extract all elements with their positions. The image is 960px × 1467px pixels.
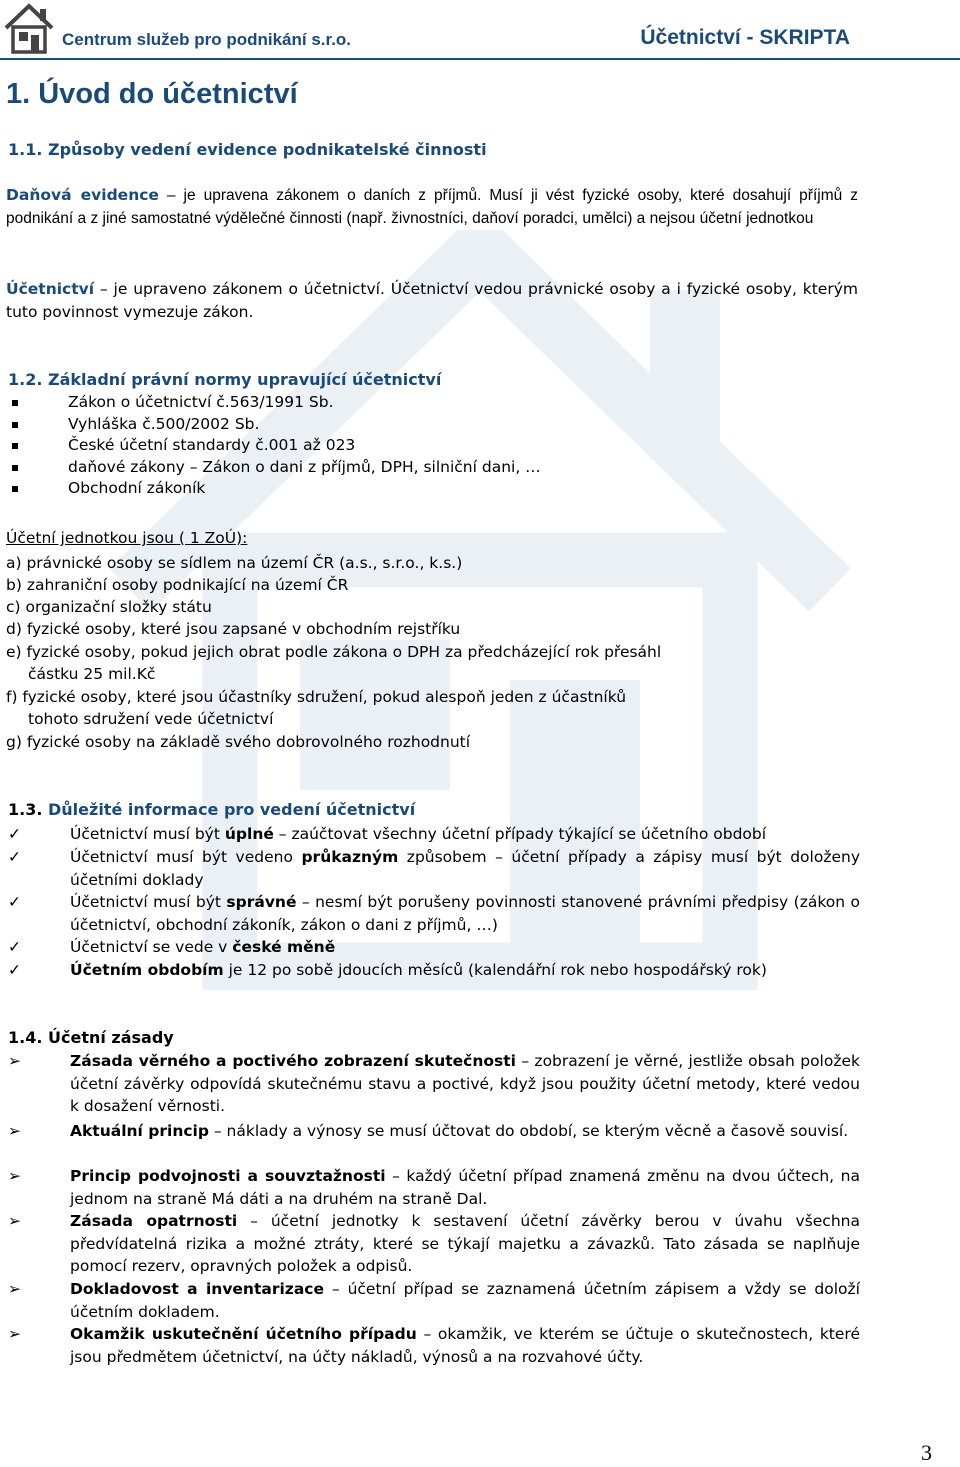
list-item: daňové zákony – Zákon o dani z příjmů, DPH, silniční dani, … [10,457,541,479]
check-icon: ✓ [8,961,21,979]
paragraph-ucetnictvi [6,278,858,324]
document-title: Účetnictví - SKRIPTA [640,26,850,49]
unit-item-continuation: částku 25 mil.Kč [28,665,156,683]
text-danova-evidence: – je upravena zákonem o daních z příjmů. Musí ji vést fyzické osoby, které dosahují příjmů z podnikání a z jiné samostatné výdělečné činnosti (např. živnostníci, daňoví poradci, umělci) a nejsou účetní jednotkou [6,187,858,227]
arrow-bullet-icon: ➢ [8,1212,21,1230]
square-bullet-icon [12,443,18,449]
list-item: České účetní standardy č.001 až 023 [10,435,541,457]
unit-item: a) právnické osoby se sídlem na území ČR (a.s., s.r.o., k.s.) [6,554,463,572]
section-1-3-heading: 1.3. Důležité informace pro vedení účetnictví [8,800,416,819]
arrow-bullet-icon: ➢ [8,1280,21,1298]
list-item: Vyhláška č.500/2002 Sb. [10,414,541,436]
unit-item: b) zahraniční osoby podnikající na území ČR [6,576,349,594]
unit-item: e) fyzické osoby, pokud jejich obrat podle zákona o DPH za předcházející rok přesáhl [6,643,662,661]
term-danova-evidence: Daňová evidence [6,186,159,204]
unit-item: d) fyzické osoby, které jsou zapsané v obchodním rejstříku [6,620,461,638]
check-item: ✓ Účetním obdobím je 12 po sobě jdoucích měsíců (kalendářní rok nebo hospodářský rok) [8,959,860,982]
check-icon: ✓ [8,938,21,956]
house-logo-icon [2,2,56,56]
company-name: Centrum služeb pro podnikání s.r.o. [62,30,352,49]
paragraph-danova-evidence [6,184,858,230]
unit-item: f) fyzické osoby, které jsou účastníky sdružení, pokud alespoň jeden z účastníků [6,688,627,706]
section-1-2-heading: 1.2. Základní právní normy upravující účetnictví [8,370,442,389]
unit-item-continuation: tohoto sdružení vede účetnictví [28,710,274,728]
check-icon: ✓ [8,848,21,866]
check-icon: ✓ [8,893,21,911]
chapter-heading: 1. Úvod do účetnictví [6,78,298,110]
arrow-bullet-icon: ➢ [8,1052,21,1070]
term-ucetnictvi: Účetnictví [6,280,95,298]
arrow-bullet-icon: ➢ [8,1325,21,1343]
legal-norms-list [10,392,541,500]
list-item: Zákon o účetnictví č.563/1991 Sb. [10,392,541,414]
principle-item: ➢ Princip podvojnosti a souvztažnosti – každý účetní případ znamená změnu na dvou účtech, na jednom na straně Má dáti a na druhém na straně Dal. [8,1167,860,1208]
check-item: ✓ Účetnictví musí být vedeno průkazným způsobem – účetní případy a zápisy musí být doloženy účetními doklady [8,848,860,889]
units-heading: Účetní jednotkou jsou ( 1 ZoÚ): [6,529,248,547]
square-bullet-icon [12,400,18,406]
text-ucetnictvi: – je upraveno zákonem o účetnictví. Účetnictví vedou právnické osoby a i fyzické osoby, kterým tuto povinnost vymezuje zákon. [6,280,858,321]
section-1-1-heading: 1.1. Způsoby vedení evidence podnikatelské činnosti [8,140,487,159]
section-1-4-heading: 1.4. Účetní zásady [8,1028,174,1047]
check-item: ✓ Účetnictví musí být správné – nesmí být porušeny povinnosti stanovené právními předpisy (zákon o účetnictví, obchodní zákoník, zákon o dani z příjmů, …) [8,893,860,934]
square-bullet-icon [12,422,18,428]
square-bullet-icon [12,465,18,471]
check-icon: ✓ [8,825,21,843]
page-number: 3 [921,1440,932,1465]
header-rule [0,58,960,60]
list-item: Obchodní zákoník [10,478,541,500]
arrow-bullet-icon: ➢ [8,1167,21,1185]
principle-item: ➢ Aktuální princip – náklady a výnosy se musí účtovat do období, se kterým věcně a časově souvisí. [8,1120,860,1143]
principle-item: ➢ Okamžik uskutečnění účetního případu – okamžik, ve kterém se účtuje o skutečnostech, které jsou předmětem účetnictví, na účty nákladů, výnosů a na rozvahové účty. [8,1325,860,1366]
unit-item: g) fyzické osoby na základě svého dobrovolného rozhodnutí [6,733,471,751]
check-item: ✓ Účetnictví se vede v české měně [8,936,860,959]
check-item: ✓ Účetnictví musí být úplné – zaúčtovat všechny účetní případy týkající se účetního období [8,823,860,846]
principle-item: ➢ Dokladovost a inventarizace – účetní případ se zaznamená účetním zápisem a vždy se doloží účetním dokladem. [8,1280,860,1321]
page-header [0,0,960,62]
square-bullet-icon [12,486,18,492]
arrow-bullet-icon: ➢ [8,1122,21,1140]
principle-item: ➢ Zásada věrného a poctivého zobrazení skutečnosti – zobrazení je věrné, jestliže obsah položek účetní závěrky odpovídá skutečnému stavu a poctivé, když jsou použity účetní metody, které vedou k dosažení věrnosti. [8,1052,860,1115]
unit-item: c) organizační složky státu [6,598,212,616]
principle-item: ➢ Zásada opatrnosti – účetní jednotky k sestavení účetní závěrky berou v úvahu všechna předvídatelná rizika a možné ztráty, které se týkají majetku a závazků. Tato zásada se naplňuje pomocí rezerv, opravných položek a odpisů. [8,1212,860,1275]
